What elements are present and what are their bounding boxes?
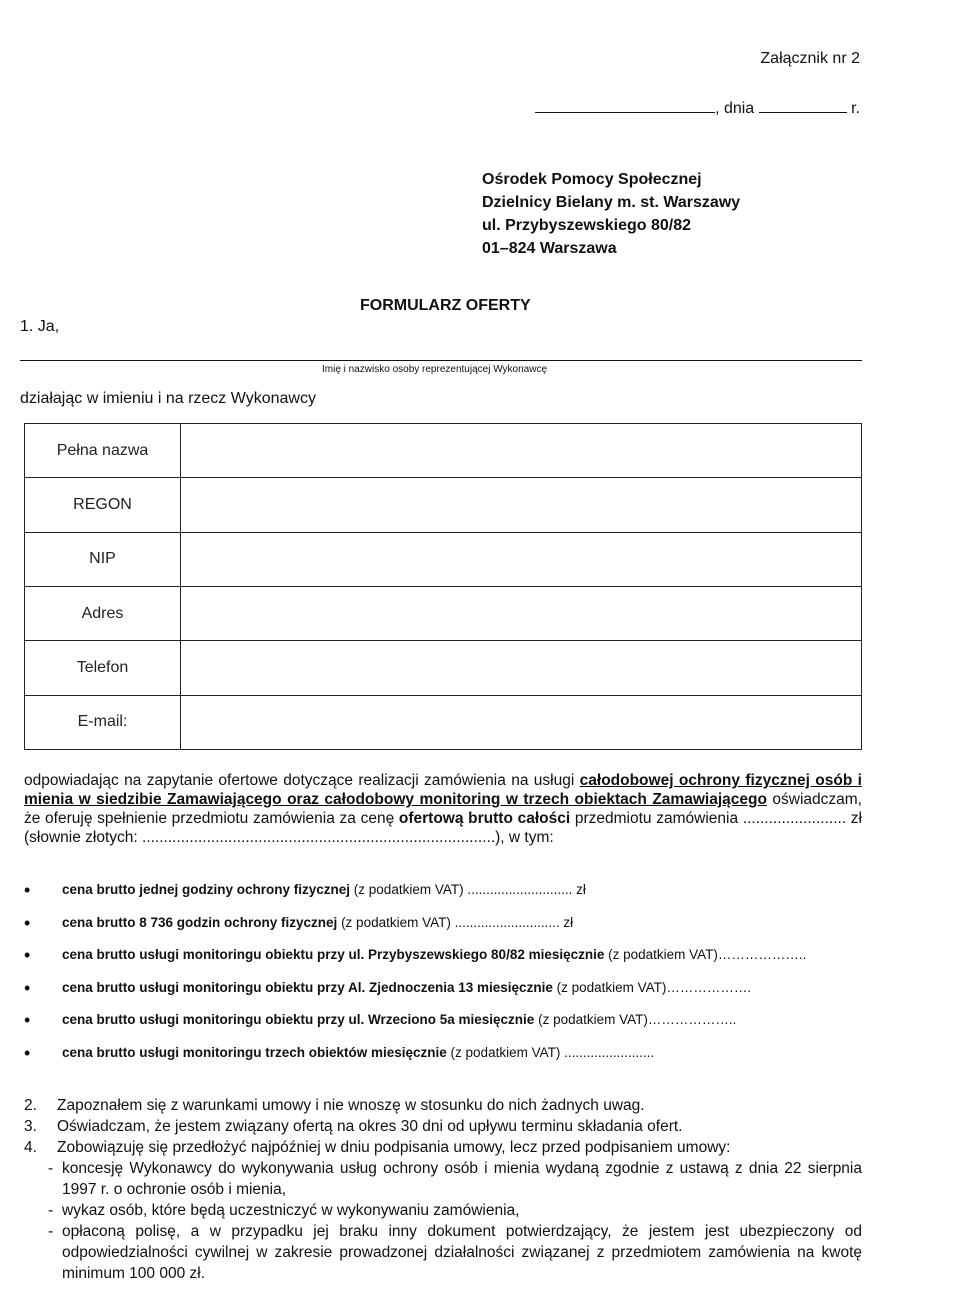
place-date-line xyxy=(535,98,860,118)
place-blank[interactable] xyxy=(535,98,715,113)
list-item xyxy=(24,1010,884,1043)
contractor-info-table xyxy=(24,423,862,750)
row-label-nip: NIP xyxy=(25,532,181,586)
list-item xyxy=(24,880,884,913)
statement-item xyxy=(24,1137,862,1158)
table-row xyxy=(25,532,862,586)
price-item-label: cena brutto 8 736 godzin ochrony fizycznej xyxy=(62,914,338,930)
price-item-label: cena brutto usługi monitoringu trzech obiektów miesięcznie xyxy=(62,1044,447,1060)
statement-text: Zapoznałem się z warunkami umowy i nie wnoszę w stosunku do nich żadnych uwag. xyxy=(57,1097,645,1114)
sub-item-text: koncesję Wykonawcy do wykonywania usług ochrony osób i mienia wydaną zgodnie z ustawą z dnia 22 sierpnia 1997 r. o ochronie osób i mienia, xyxy=(62,1160,862,1198)
table-row xyxy=(25,695,862,749)
table-row xyxy=(25,586,862,640)
declaration-text: oświadczam, że oferuję spełnienie przedmiotu zamówienia za cenę xyxy=(24,791,862,827)
statement-item xyxy=(24,1116,862,1137)
row-label-address: Adres xyxy=(25,586,181,640)
price-item-field[interactable]: (z podatkiem VAT) ............................ zł xyxy=(337,914,574,930)
full-name-field[interactable] xyxy=(181,424,862,478)
item-number: 4. xyxy=(24,1139,37,1156)
item-number: 2. xyxy=(24,1097,37,1114)
phone-field[interactable] xyxy=(181,641,862,695)
price-item-field[interactable]: (z podatkiem VAT)……………….. xyxy=(534,1012,737,1027)
price-item-label: cena brutto jednej godziny ochrony fizycznej xyxy=(62,882,351,897)
statement-text: Oświadczam, że jestem związany ofertą na okres 30 dni od upływu terminu składania ofert. xyxy=(57,1118,683,1135)
row-label-phone: Telefon xyxy=(25,641,181,695)
table-row xyxy=(25,424,862,478)
statement-item xyxy=(24,1095,862,1116)
price-item-field[interactable]: (z podatkiem VAT)………………. xyxy=(552,979,752,995)
list-item xyxy=(24,945,884,978)
price-item-field[interactable]: (z podatkiem VAT) ............................ zł xyxy=(350,882,586,897)
declaration-scope: całodobowej ochrony fizycznej osób i mienia w siedzibie Zamawiającego oraz całodobowy monitoring w trzech obiektach Zamawiającego xyxy=(24,772,862,808)
addressee-block xyxy=(482,168,740,260)
declaration-price-label: ofertową brutto całości xyxy=(398,810,571,827)
list-item xyxy=(24,913,884,946)
sub-item xyxy=(24,1221,862,1284)
declaration-paragraph xyxy=(24,771,862,847)
sub-item xyxy=(24,1158,862,1200)
row-label-regon: REGON xyxy=(25,478,181,532)
addressee-line: Ośrodek Pomocy Społecznej xyxy=(482,171,702,188)
declaration-text: przedmiotu zamówienia ........................ zł (słownie złotych: ..................................................................................), w tym: xyxy=(24,810,863,846)
row-label-full-name: Pełna nazwa xyxy=(25,424,181,478)
date-blank[interactable] xyxy=(759,98,847,113)
year-suffix: r. xyxy=(851,100,860,117)
price-item-field[interactable]: (z podatkiem VAT) ........................ xyxy=(446,1044,655,1060)
representative-name-line[interactable] xyxy=(20,360,862,361)
representative-caption: Imię i nazwisko osoby reprezentującej Wykonawcę xyxy=(322,364,548,375)
numbered-statements xyxy=(24,1095,862,1284)
nip-field[interactable] xyxy=(181,532,862,586)
price-item-label: cena brutto usługi monitoringu obiektu przy ul. Wrzeciono 5a miesięcznie xyxy=(62,1012,535,1027)
statement-text: Zobowiązuję się przedłożyć najpóźniej w dniu podpisania umowy, lecz przed podpisaniem umowy: xyxy=(57,1139,731,1156)
declaration-text: odpowiadając na zapytanie ofertowe dotyczące realizacji zamówienia na usługi xyxy=(24,772,580,789)
price-item-field[interactable]: (z podatkiem VAT)……………….. xyxy=(604,947,807,962)
price-item-label: cena brutto usługi monitoringu obiektu przy ul. Przybyszewskiego 80/82 miesięcznie xyxy=(62,947,605,962)
dash-marker: - xyxy=(48,1223,54,1240)
sub-item-text: wykaz osób, które będą uczestniczyć w wykonywaniu zamówienia, xyxy=(62,1202,520,1219)
item-number: 3. xyxy=(24,1118,37,1135)
row-label-email: E-mail: xyxy=(25,695,181,749)
dash-marker: - xyxy=(48,1160,54,1177)
addressee-line: ul. Przybyszewskiego 80/82 xyxy=(482,217,691,234)
table-row xyxy=(25,478,862,532)
date-label: , dnia xyxy=(715,100,755,117)
annex-label: Załącznik nr 2 xyxy=(760,50,860,67)
sub-item xyxy=(24,1200,862,1221)
price-breakdown-list xyxy=(24,880,884,1075)
acting-on-behalf-text: działając w imieniu i na rzecz Wykonawcy xyxy=(20,390,316,407)
list-item xyxy=(24,1043,884,1076)
list-item xyxy=(24,978,884,1011)
regon-field[interactable] xyxy=(181,478,862,532)
intro-label: 1. Ja, xyxy=(20,318,60,335)
addressee-line: Dzielnicy Bielany m. st. Warszawy xyxy=(482,194,741,211)
dash-marker: - xyxy=(48,1202,54,1219)
price-item-label: cena brutto usługi monitoringu obiektu przy Al. Zjednoczenia 13 miesięcznie xyxy=(62,979,553,995)
form-title: FORMULARZ OFERTY xyxy=(360,297,531,314)
address-field[interactable] xyxy=(181,586,862,640)
email-field[interactable] xyxy=(181,695,862,749)
table-row xyxy=(25,641,862,695)
sub-item-text: opłaconą polisę, a w przypadku jej braku inny dokument potwierdzający, że jestem jest ubezpieczony od odpowiedzialności cywilnej w zakresie prowadzonej działalności związanej z przedmiotem zamówienia na kwotę minimum 100 000 zł. xyxy=(62,1223,862,1282)
addressee-line: 01–824 Warszawa xyxy=(482,240,617,257)
